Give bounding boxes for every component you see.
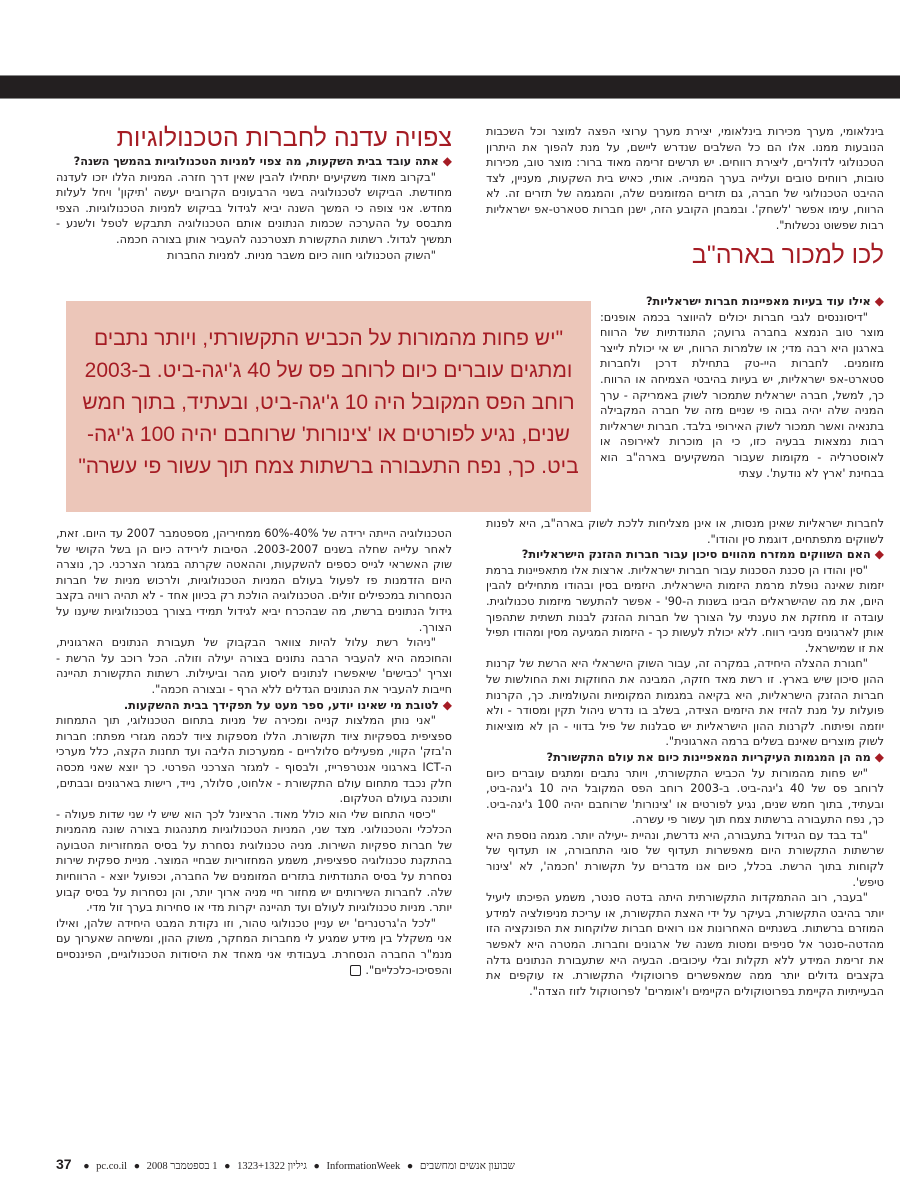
diamond-bullet-icon: ◆ <box>874 547 884 562</box>
answer-paragraph: "סין והודו הן סכנת הסכנות עבור חברות ישראליות. ארצות אלו מתאפיינות ברמת יזמות שאינה נופלת מרמת היזמות הישראלית. היזמים בסין ובהודו מתחילים להבין היום, את מה שהישראלים הבינו בשנות ה-90' - אפשר להתעשר מיזמות טכנולוגית. עובדה זו מחזקת את טענתי על הצורך של חברות ההזנק לבנות תשתית שתהפוך אותן לארגונים מניבי רווח. ללא יכולת לעשות כך - היזמות המגיעה מסין ומהודו תפיל את זו שמישראל. <box>486 563 884 655</box>
answer-paragraph: "בעבר, רוב ההתמקדות התקשורתית היתה בדטה סנטר, משמע הפיכתו ליעיל יותר בהיבט התקשורת, בעיקר על ידי האצת התקשורת, או עריכת מניפולציה למידע המוזרם ברשתות. בשנתיים האחרונות אנו רואים חברות שלוקחות את הפונקציה הזו מהדטה-סנטר אל סניפים ומטות משנה של ארגונים וחברות. המטרה היא לאפשר את זרימת המידע ללא תקלות ובלי עיכובים. הבעיה היא שתעבורת הנתונים גדלה בקצבים גדולים יותר ממה שמאפשרים פרוטוקולי התקשורת. אז עוקפים את הבעייתיות הקיימת בפרוטוקולים הקיימים ו'אומרים' לפרוטוקול לזוז הצדה". <box>486 891 884 998</box>
answer-paragraph: "בקרוב מאוד משקיעים יתחילו להבין שאין דרך חזרה. המניות הללו יזכו לעדנה מחודשת. הביקוש לטכנולוגיה בשני הרבעונים הקרובים יעשה 'תיקון' ויחל לעלות מחדש. אני צופה כי המשך השנה יביא לגידול בביקוש למניות הטכנולוגיות. הצפי מתבסס על ההערכה שכמות הנתונים אותם הטכנולוגיה תתבקש לטפל ולשנע - תמשיך לגדול. רשתות התקשורת תצטרכנה להעביר אותן בצורה חכמה. <box>56 170 452 246</box>
pull-quote-line: ביט. כך, נפח התעבורה ברשתות צמח תוך עשור פי עשרה" <box>78 455 579 478</box>
left-column-top <box>56 124 452 263</box>
footer-magazine: שבועון אנשים ומחשבים <box>419 1161 515 1172</box>
answer-paragraph: הטכנולוגיה הייתה ירידה של 40%-60% ממחיריהן, מספטמבר 2007 עד היום. זאת, לאחר עלייה שחלה בשנים 2003-2007. הסיבות לירידה כיום הן בשל הקושי של שוק האשראי לגייס כספים להשקעות, וההאטה שקרתה במגזר הצרכני. כך, נוצרה היום הזדמנות פז לפעול בעולם המניות הטכנולוגיות, ולרכוש מניות של חברות הנסחרות במכפילים זולים. הטכנולוגיה הולכת רק בכיוון אחד - לא תהיה רוויה בקצב גידול הנתונים ברשת, מה שבהכרח יביא לגידול תמידי בצורך בטכנולוגיות שיענו על הצורך. <box>56 527 452 634</box>
right-column-narrow <box>600 294 884 481</box>
left-column-lower <box>56 526 452 978</box>
end-of-article-box-icon <box>350 965 361 976</box>
page-footer <box>56 1156 616 1172</box>
right-column-lower <box>486 516 884 999</box>
answer-paragraph: "בד בבד עם הגידול בתעבורה, היא נדרשת, ונהיית -יעילה יותר. מגמה נוספת היא שרשתות התקשורת היום מאפשרות תעדוף של סוגי התחבורה, או תעדוף של לקוחות בתוך הרשת. בכלל, כיום אנו מדברים על תקשורת 'חכמה', לא 'צינור טיפש'. <box>486 828 884 889</box>
bullet-icon: ● <box>83 1161 90 1172</box>
footer-issue: גיליון 1323+1322 <box>237 1161 307 1172</box>
question-comm-trends: ◆מה הן המגמות העיקריות המאפיינות כיום את עולם התקשורת? <box>546 749 884 764</box>
pull-quote-line: רוחב הפס המקובל היה 10 ג'יגה-ביט, ובעתיד, בתוך חמש <box>82 391 575 414</box>
footer-site: pc.co.il <box>96 1161 128 1172</box>
question-tech-stocks: ◆אתה עובד בבית השקעות, מה צפוי למניות הטכנולוגיות בהמשך השנה? <box>73 154 452 168</box>
bullet-icon: ● <box>406 1161 414 1172</box>
pull-quote-line: שנים, נגיע לפורטים או 'צינורות' שרוחבם יהיה 100 ג'יגה- <box>86 423 571 446</box>
bullet-icon: ● <box>313 1161 320 1172</box>
right-column-top <box>486 124 884 271</box>
answer-paragraph: "אני נותן המלצות קנייה ומכירה של מניות בתחום הטכנולוגי, תוך התמחות ספציפית בספקיות ציוד תקשורת. הללו מספקות ציוד לכמה מגזרי מפתח: חברות ה'בזק' הקווי, מפעילים סלולריים - ממערכות הליבה ועד תחנות הקצה, כלל מערכי ה-ICT בארגוני אנטרפרייז, ולבסוף - למגזר הצרכני הפרטי. כך יוצא שאני מכסה חלק נכבד מתחום עולם התקשורת - אלחוט, סלולר, נייד, רישות בארגונים ובבתים, ותוכנה בעולם הטלקום. <box>56 714 452 806</box>
footer-brand: InformationWeek <box>326 1161 401 1172</box>
diamond-bullet-icon: ◆ <box>442 697 452 712</box>
pull-quote-line: "יש פחות מהמורות על הכביש התקשורתי, ויותר נתבים <box>93 327 564 350</box>
bullet-icon: ● <box>133 1161 141 1172</box>
pull-quote-line: ומתגים עוברים כיום לרוחב פס של 40 ג'יגה-ביט. ב-2003 <box>84 359 573 382</box>
diamond-bullet-icon: ◆ <box>874 749 884 764</box>
question-east-markets: ◆האם השווקים ממזרח מהווים סיכון עבור חברות ההזנק הישראליות? <box>521 547 884 562</box>
pull-quote <box>66 301 591 512</box>
diamond-bullet-icon: ◆ <box>442 154 452 168</box>
question-israeli-problems: ◆אילו עוד בעיות מאפיינות חברות ישראליות? <box>645 294 884 308</box>
answer-paragraph: "דיסוננסים לגבי חברות יכולים להיווצר בכמה אופנים: מוצר טוב הנמצא בחברה גרועה; התנודתיות של הרווח בארגון היא רבה מדי; או שלמרות הרווח, יש אי יכולת לייצר מזומנים. לחברות היי-טק בתחילת דרכן ולחברות סטארט-אפ ישראליות, יש בעיות בהיבטי הצמיחה או הרווח. כך, למשל, חברה ישראלית שתמכור לשוק באמריקה - ערך המניה שלה יהיה גבוה פי שניים מזה של חברה המקבילה בתנאיה ואשר תמכור לשוק האירופי בלבד. חברות ישראליות רבות נמצאות בבעיה כזו, כי הן מוכרות לאירופה או לאוסטרליה - מקומות שעבור המשקיעים בארה"ב הוא בבחינת 'ארץ לא נודעת'. עצתי <box>600 310 884 480</box>
section-heading-sell-usa: לכו למכור בארה"ב <box>691 241 884 270</box>
answer-paragraph: לחברות ישראליות שאינן מנסות, או אינן מצליחות ללכת לשוק בארה"ב, היא לפנות לשווקים מתפתחים, דוגמת סין והודו". <box>486 517 884 546</box>
answer-paragraph: "ניהול רשת עלול להיות צוואר הבקבוק של תעבורת הנתונים הארגונית, והחוכמה היא להעביר הרבה נתונים בצורה יעילה וזולה. הכל רוכב על הרשת - וצריך 'כבישים' שיאפשרו לנתונים ליסוע מהר וביעילות. רשתות התקשורת תהיינה חייבות להעביר את הנתונים הגדלים ללא הרף - ובצורה חכמה". <box>56 636 452 696</box>
answer-paragraph: "כיסוי התחום שלי הוא כולל מאוד. הרציונל לכך הוא שיש לי שני שדות פעולה - הכלכלי והטכנולוגי. מצד שני, המניות הטכנולוגיות מתנהגות בצורה שונה מהמניות של חברות ספקיות השירות. מניה טכנולוגית נסחרת על בסיס המחזוריות הטבועה בהתקנת טכנולוגיה ספציפית, משמע המחזוריות שבחיי המוצר. מניית ספקית שירות נסחרת על בסיס התנודתיות בתזרים המזומנים של החברה, וכפועל יוצא - הרווחיות שלה. לחברות השירותים יש מחזור חיי מניה ארוך יותר, והן נסחרות על בסיס קבוע יותר. מניות טכנולוגיות לעולם ועד תהיינה יקרות מדי או סחירות בערך זול מדי. <box>56 807 452 915</box>
intro-paragraph: בינלאומי, מערך מכירות בינלאומי, יצירת מערך ערוצי הפצה למוצר וכל השכבות הנובעות ממנו. אלו הם כל השלבים שנדרש ליישם, על מנת להפוך את היתרון הטכנולוגי לדולרים, ליצירת רווחים. יש תרשים זרימה מאוד ברור: מוצר טוב, מכירות טובות, רווחים טובים ועלייה בערך המנייה. אותי, כאיש בית השקעות, מעניין, לצד ההיבט הטכנולוגי של חברה, גם תזרים המזומנים שלה, והמגמה של תזרים זה. לא הרווח, עימו אפשר 'לשחק'. ובמבחן הקובע הזה, ישנן חברות סטארט-אפ ישראליות רבות שפשוט נכשלות". <box>486 125 884 232</box>
bullet-icon: ● <box>224 1161 231 1172</box>
answer-paragraph: "יש פחות מהמורות על הכביש התקשורתי, ויותר נתבים ומתגים עוברים כיום לרוחב פס של 40 ג'יגה-ביט. ב-2003 רוחב הפס המקובל היה 10 ג'יגה-ביט, ובעתיד, בתוך חמש שנים, נגיע לפורטים או 'צינורות' שרוחבם יהיה 100 ג'יגה-ביט. כך, נפח התעבורה ברשתות צמח תוך עשור פי עשרה. <box>486 766 884 827</box>
answer-paragraph: "לכל ה'גרטנרים' יש עניין טכנולוגי טהור, וזו נקודת המבט היחידה שלהן, ואילו אני משקלל בין מידע שמגיע לי מחברות המחקר, משוק ההון, ומשיחה שאערוך עם מנמ"ר החברה הנסחרת. בעבודתי אני מאחד את היסודות הטכנולוגיים, הפיננסיים והפסיכו-כלכליים". <box>56 916 452 977</box>
section-heading-tech-renewal: צפויה עדנה לחברות הטכנולוגיות <box>116 124 452 152</box>
diamond-bullet-icon: ◆ <box>874 294 884 308</box>
answer-paragraph: "חגורת ההצלה היחידה, במקרה זה, עבור השוק הישראלי היא הרשת של קרנות ההון סיכון שיש בארץ. זו רשת מאד חזקה, המבינה את החוזקות ואת החולשות של חברות ההזנק הישראליות, היא בקיאה במגמות המקומיות והעולמיות. כך, הקרנות פועלות על מנת להזיז את היזמים הצידה, בשלב בו נדרש ניהול תקין ומסודר - ולא יוזמה ופיתוח. לקרנות ההון הישראליות יש סבלנות של פיל בדווי - הן לא מוציאות לשוק מוצרים שאינם בשלים ברמה הארגונית". <box>486 657 884 749</box>
top-black-bar <box>0 75 900 99</box>
answer-paragraph: "השוק הטכנולוגי חווה כיום משבר מניות. למניות החברות <box>167 248 436 262</box>
question-your-role: ◆לטובת מי שאינו יודע, ספר מעט על תפקידך בבית ההשקעות. <box>123 697 452 712</box>
footer-date: 1 בספטמבר 2008 <box>146 1161 218 1172</box>
page-number: 37 <box>56 1156 72 1172</box>
